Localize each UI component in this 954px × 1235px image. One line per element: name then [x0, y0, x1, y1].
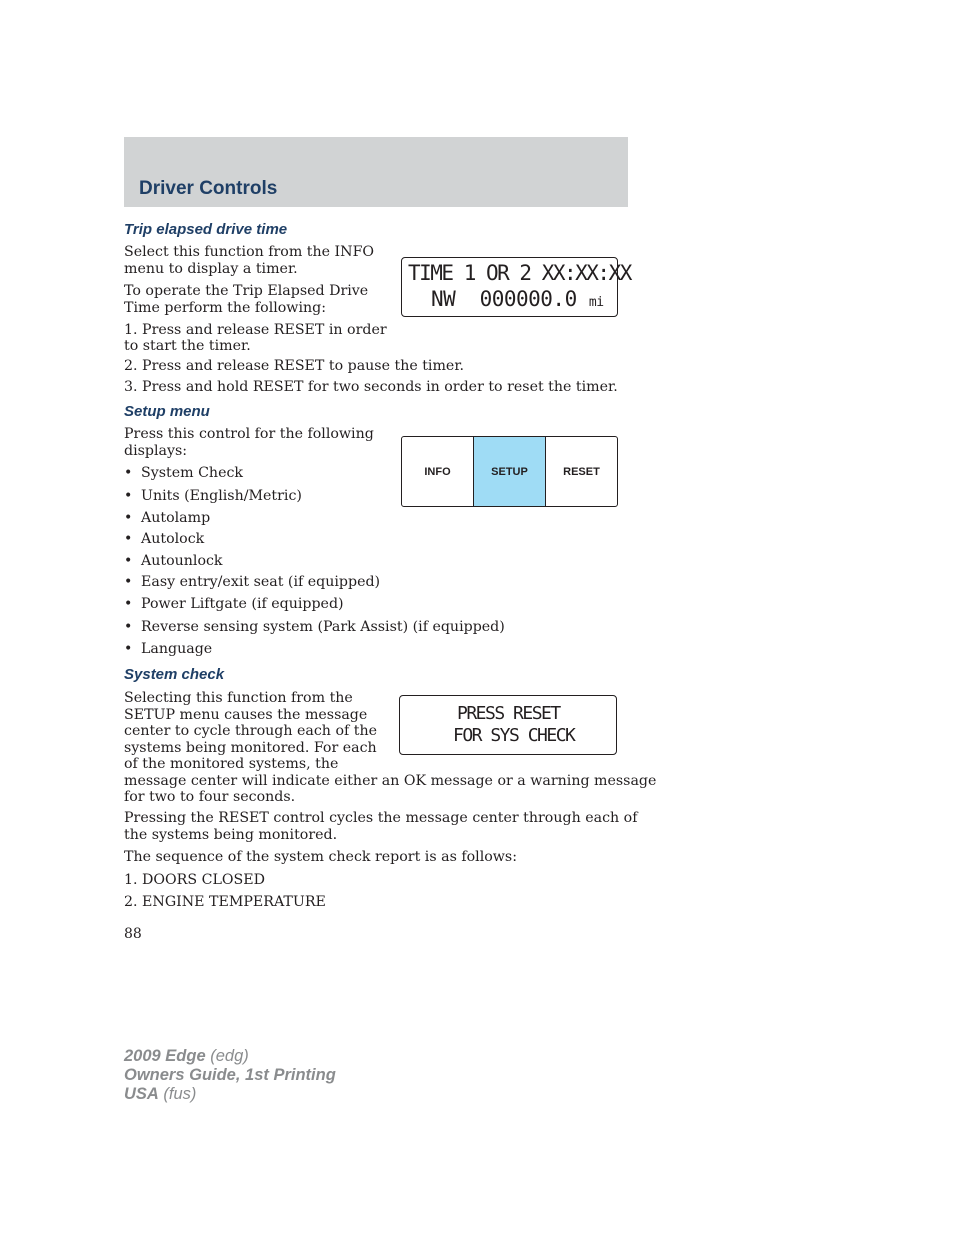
footer-model: 2009 Edge: [124, 1047, 206, 1065]
text-line: of the monitored systems, the: [124, 756, 339, 772]
list-item: • Power Liftgate (if equipped): [124, 596, 344, 612]
list-item: • System Check: [124, 465, 244, 481]
syscheck-message-display: [399, 695, 617, 755]
syscheck-seq-1: 1. DOORS CLOSED: [124, 872, 265, 888]
text-line: Pressing the RESET control cycles the message center through each of: [124, 810, 638, 826]
syscheck-seq-2: 2. ENGINE TEMPERATURE: [124, 894, 326, 910]
list-item: • Autounlock: [124, 553, 223, 569]
text-line: 1. Press and release RESET in order: [124, 322, 387, 338]
timer-display-line-2: [431, 287, 604, 311]
text-line: displays:: [124, 442, 188, 459]
text-line: systems being monitored. For each: [124, 739, 377, 756]
syscheck-display-line-2: FOR SYS CHECK: [453, 725, 575, 746]
text-line: menu to display a timer.: [124, 260, 298, 277]
footer-line-2: [124, 1066, 336, 1085]
trip-timer-display: [401, 257, 631, 317]
text-line: To operate the Trip Elapsed Drive: [124, 283, 369, 299]
text-line: SETUP menu causes the message: [124, 706, 368, 723]
timer-display-line-1: TIME 1 OR 2 XX:XX:XX: [408, 261, 631, 285]
section-title: Driver Controls: [139, 178, 278, 199]
list-item-text: Easy entry/exit seat (if equipped): [141, 574, 381, 590]
page-number: 88: [124, 926, 142, 942]
list-item: • Autolamp: [124, 510, 211, 526]
odometer-value: NW 000000.0: [431, 287, 577, 311]
setup-heading: Setup menu: [124, 403, 210, 420]
list-item: • Reverse sensing system (Park Assist) (if equipped): [124, 619, 505, 635]
info-button[interactable]: INFO: [424, 465, 451, 478]
text-line: for two to four seconds.: [124, 789, 296, 805]
list-item: • Language: [124, 641, 213, 657]
text-line: to start the timer.: [124, 337, 251, 354]
list-item-text: Power Liftgate (if equipped): [141, 596, 344, 612]
footer-line-1: [124, 1047, 336, 1066]
footer-line-3: [124, 1085, 336, 1104]
message-center-controls: [401, 436, 618, 507]
setup-button[interactable]: SETUP: [473, 437, 546, 506]
list-item: • Easy entry/exit seat (if equipped): [124, 574, 381, 590]
list-item-text: Autolock: [141, 531, 205, 547]
text-line: Selecting this function from the: [124, 690, 353, 706]
trip-step-2: 2. Press and release RESET to pause the timer.: [124, 358, 465, 374]
footer-imprint: [124, 1047, 336, 1104]
syscheck-para-2: [124, 810, 637, 843]
text-line: the systems being monitored.: [124, 826, 338, 843]
text-line: center to cycle through each of the: [124, 723, 377, 739]
trip-para-1: [124, 244, 374, 277]
trip-heading: Trip elapsed drive time: [124, 221, 288, 238]
trip-step-1: [124, 322, 387, 354]
list-item-text: Reverse sensing system (Park Assist) (if equipped): [141, 619, 505, 635]
text-line: Press this control for the following: [124, 426, 374, 442]
syscheck-display-line-1: PRESS RESET: [457, 703, 560, 724]
list-item-text: Language: [141, 641, 213, 657]
footer-model-code: (edg): [205, 1047, 249, 1065]
footer-market-code: (fus): [158, 1085, 197, 1103]
syscheck-heading: System check: [124, 666, 225, 683]
list-item: • Autolock: [124, 531, 205, 547]
trip-step-3: 3. Press and hold RESET for two seconds in order to reset the timer.: [124, 379, 618, 395]
setup-para: [124, 426, 374, 459]
footer-edition: Owners Guide, 1st Printing: [124, 1066, 336, 1084]
text-line: Time perform the following:: [124, 299, 326, 316]
odometer-unit: mi: [588, 295, 604, 310]
reset-button[interactable]: RESET: [563, 465, 600, 478]
syscheck-para-3: The sequence of the system check report is as follows:: [124, 849, 517, 865]
list-item-text: Autolamp: [141, 510, 211, 526]
trip-para-2: [124, 283, 368, 316]
list-item-text: System Check: [141, 465, 244, 481]
footer-market: USA: [124, 1085, 159, 1103]
text-line: Select this function from the INFO: [124, 244, 375, 260]
list-item-text: Units (English/Metric): [141, 488, 302, 504]
list-item: • Units (English/Metric): [124, 488, 302, 504]
list-item-text: Autounlock: [141, 553, 223, 569]
text-line: message center will indicate either an OK message or a warning message: [124, 772, 657, 789]
